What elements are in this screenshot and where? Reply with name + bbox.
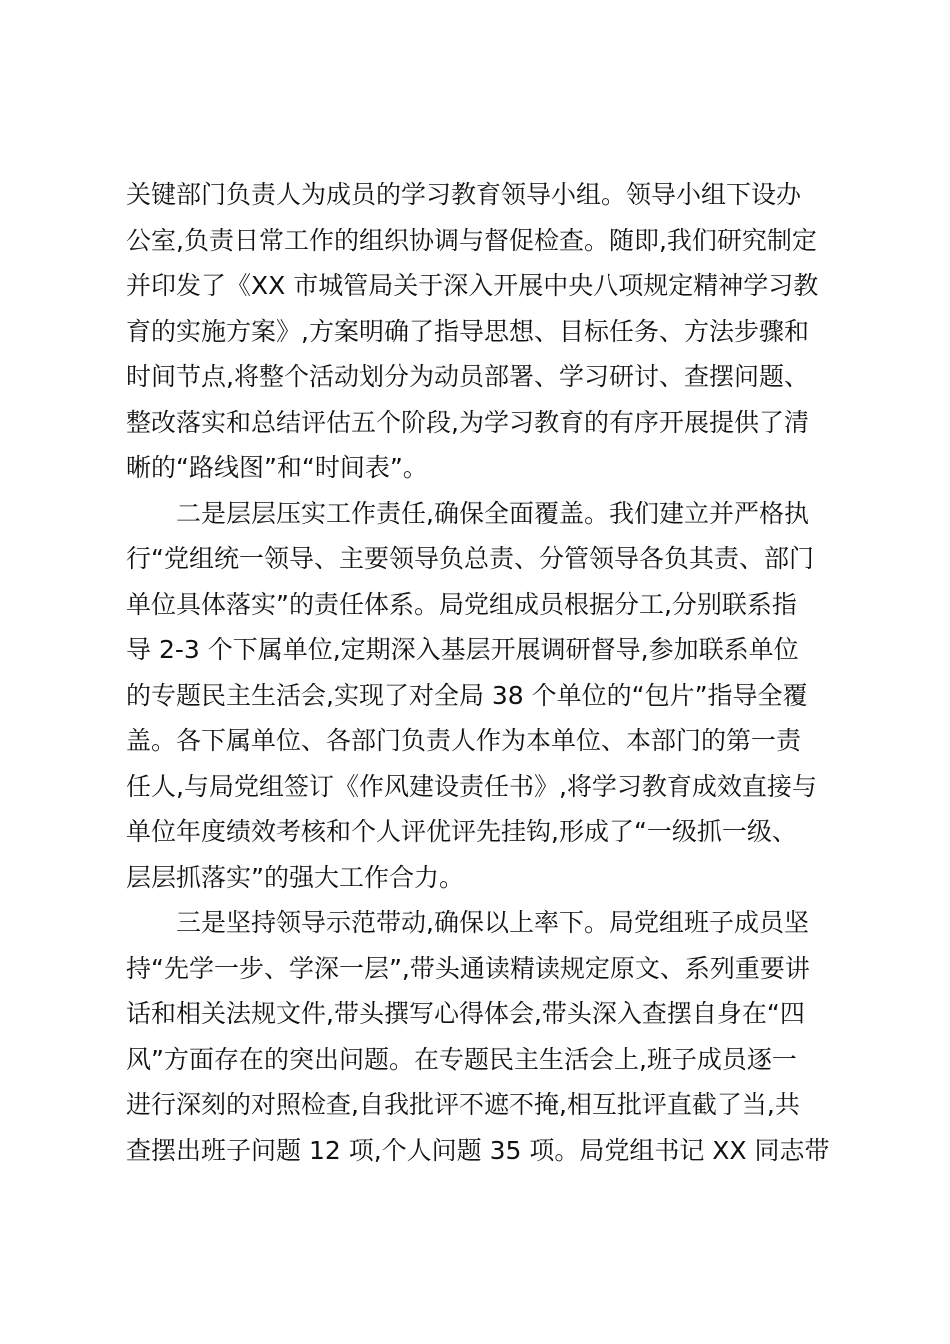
- text-line: 进行深刻的对照检查,自我批评不遮不掩,相互批评直截了当,共: [126, 1090, 800, 1119]
- text-line: 话和相关法规文件,带头撰写心得体会,带头深入查摆自身在“四: [126, 999, 805, 1028]
- text-line: 关键部门负责人为成员的学习教育领导小组。领导小组下设办: [126, 180, 802, 209]
- paragraph-start-line: 二是层层压实工作责任,确保全面覆盖。我们建立并严格执: [176, 498, 809, 528]
- text-line: 时间节点,将整个活动划分为动员部署、学习研讨、查摆问题、: [126, 362, 809, 391]
- paragraph-start-line: 三是坚持领导示范带动,确保以上率下。局党组班子成员坚: [176, 908, 809, 937]
- text-line: 公室,负责日常工作的组织协调与督促检查。随即,我们研究制定: [126, 225, 817, 255]
- text-line: 的专题民主生活会,实现了对全局 38 个单位的“包片”指导全覆: [126, 680, 808, 710]
- text-line: 任人,与局党组签订《作风建设责任书》,将学习教育成效直接与: [126, 771, 817, 801]
- text-line: 持“先学一步、学深一层”,带头通读精读规定原文、系列重要讲: [126, 953, 810, 983]
- text-line: 导 2-3 个下属单位,定期深入基层开展调研督导,参加联系单位: [126, 635, 799, 664]
- text-line: 晰的“路线图”和“时间表”。: [126, 453, 428, 482]
- text-line: 查摆出班子问题 12 项,个人问题 35 项。局党组书记 XX 同志带: [126, 1135, 830, 1165]
- text-line: 层层抓落实”的强大工作合力。: [126, 862, 464, 892]
- text-line: 并印发了《XX 市城管局关于深入开展中央八项规定精神学习教: [126, 271, 819, 300]
- text-line: 育的实施方案》,方案明确了指导思想、目标任务、方法步骤和: [126, 316, 809, 346]
- text-line: 行“党组统一领导、主要领导负总责、分管领导各负其责、部门: [126, 544, 814, 573]
- text-line: 单位具体落实”的责任体系。局党组成员根据分工,分别联系指: [126, 589, 797, 619]
- text-line: 风”方面存在的突出问题。在专题民主生活会上,班子成员逐一: [126, 1044, 797, 1074]
- text-line: 盖。各下属单位、各部门负责人作为本单位、本部门的第一责: [126, 726, 802, 755]
- text-line: 整改落实和总结评估五个阶段,为学习教育的有序开展提供了清: [126, 407, 809, 437]
- text-line: 单位年度绩效考核和个人评优评先挂钩,形成了“一级抓一级、: [126, 817, 797, 846]
- body-text: [126, 172, 836, 1173]
